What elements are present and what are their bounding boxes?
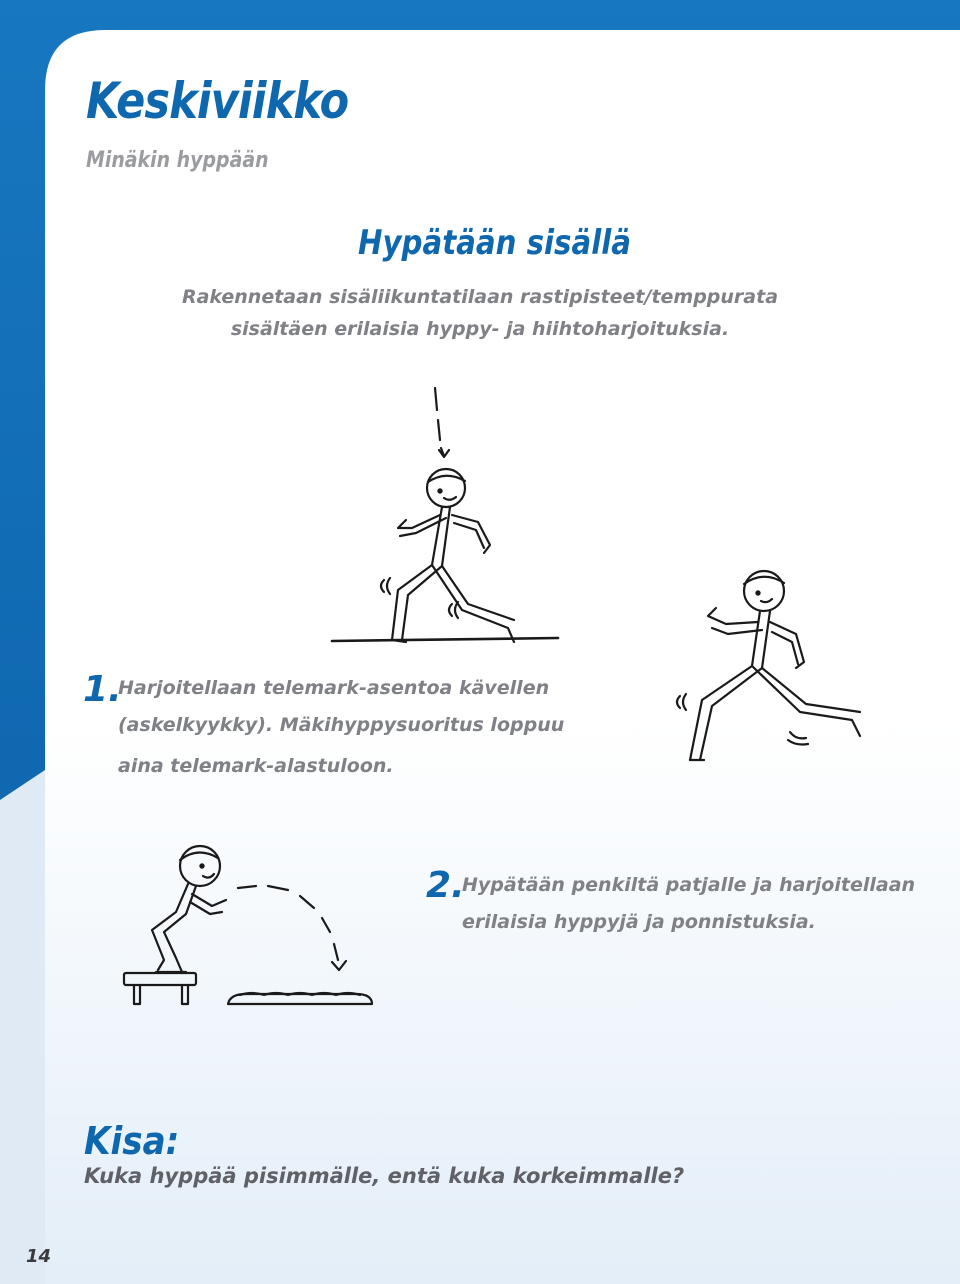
step-1-line-2: (askelkyykky). Mäkihyppysuoritus loppuu xyxy=(118,714,565,736)
page-number: 14 xyxy=(26,1246,52,1267)
step-1-line-1: Harjoitellaan telemark-asentoa kävellen xyxy=(118,677,550,699)
step-1-number: 1. xyxy=(83,669,122,710)
contest-title: Kisa: xyxy=(84,1119,180,1163)
contest-question: Kuka hyppää pisimmälle, entä kuka korkeimmalle? xyxy=(84,1164,685,1188)
step-2-line-2: erilaisia hyppyjä ja ponnistuksia. xyxy=(462,911,816,933)
intro-line-2: sisältäen erilaisia hyppy- ja hiihtoharjoituksia. xyxy=(230,318,730,340)
left-light-strip xyxy=(0,770,45,1284)
step-2-number: 2. xyxy=(426,865,465,906)
page-subtitle: Minäkin hyppään xyxy=(86,148,269,173)
step-1-line-3: aina telemark-alastuloon. xyxy=(118,755,394,777)
step-2-line-1: Hypätään penkiltä patjalle ja harjoitellaan xyxy=(462,874,916,896)
intro-line-1: Rakennetaan sisäliikuntatilaan rastipisteet/temppurata xyxy=(181,286,779,308)
page-title: Keskiviikko xyxy=(86,72,349,130)
section-heading: Hypätään sisällä xyxy=(358,223,631,263)
content-panel xyxy=(45,30,960,1284)
